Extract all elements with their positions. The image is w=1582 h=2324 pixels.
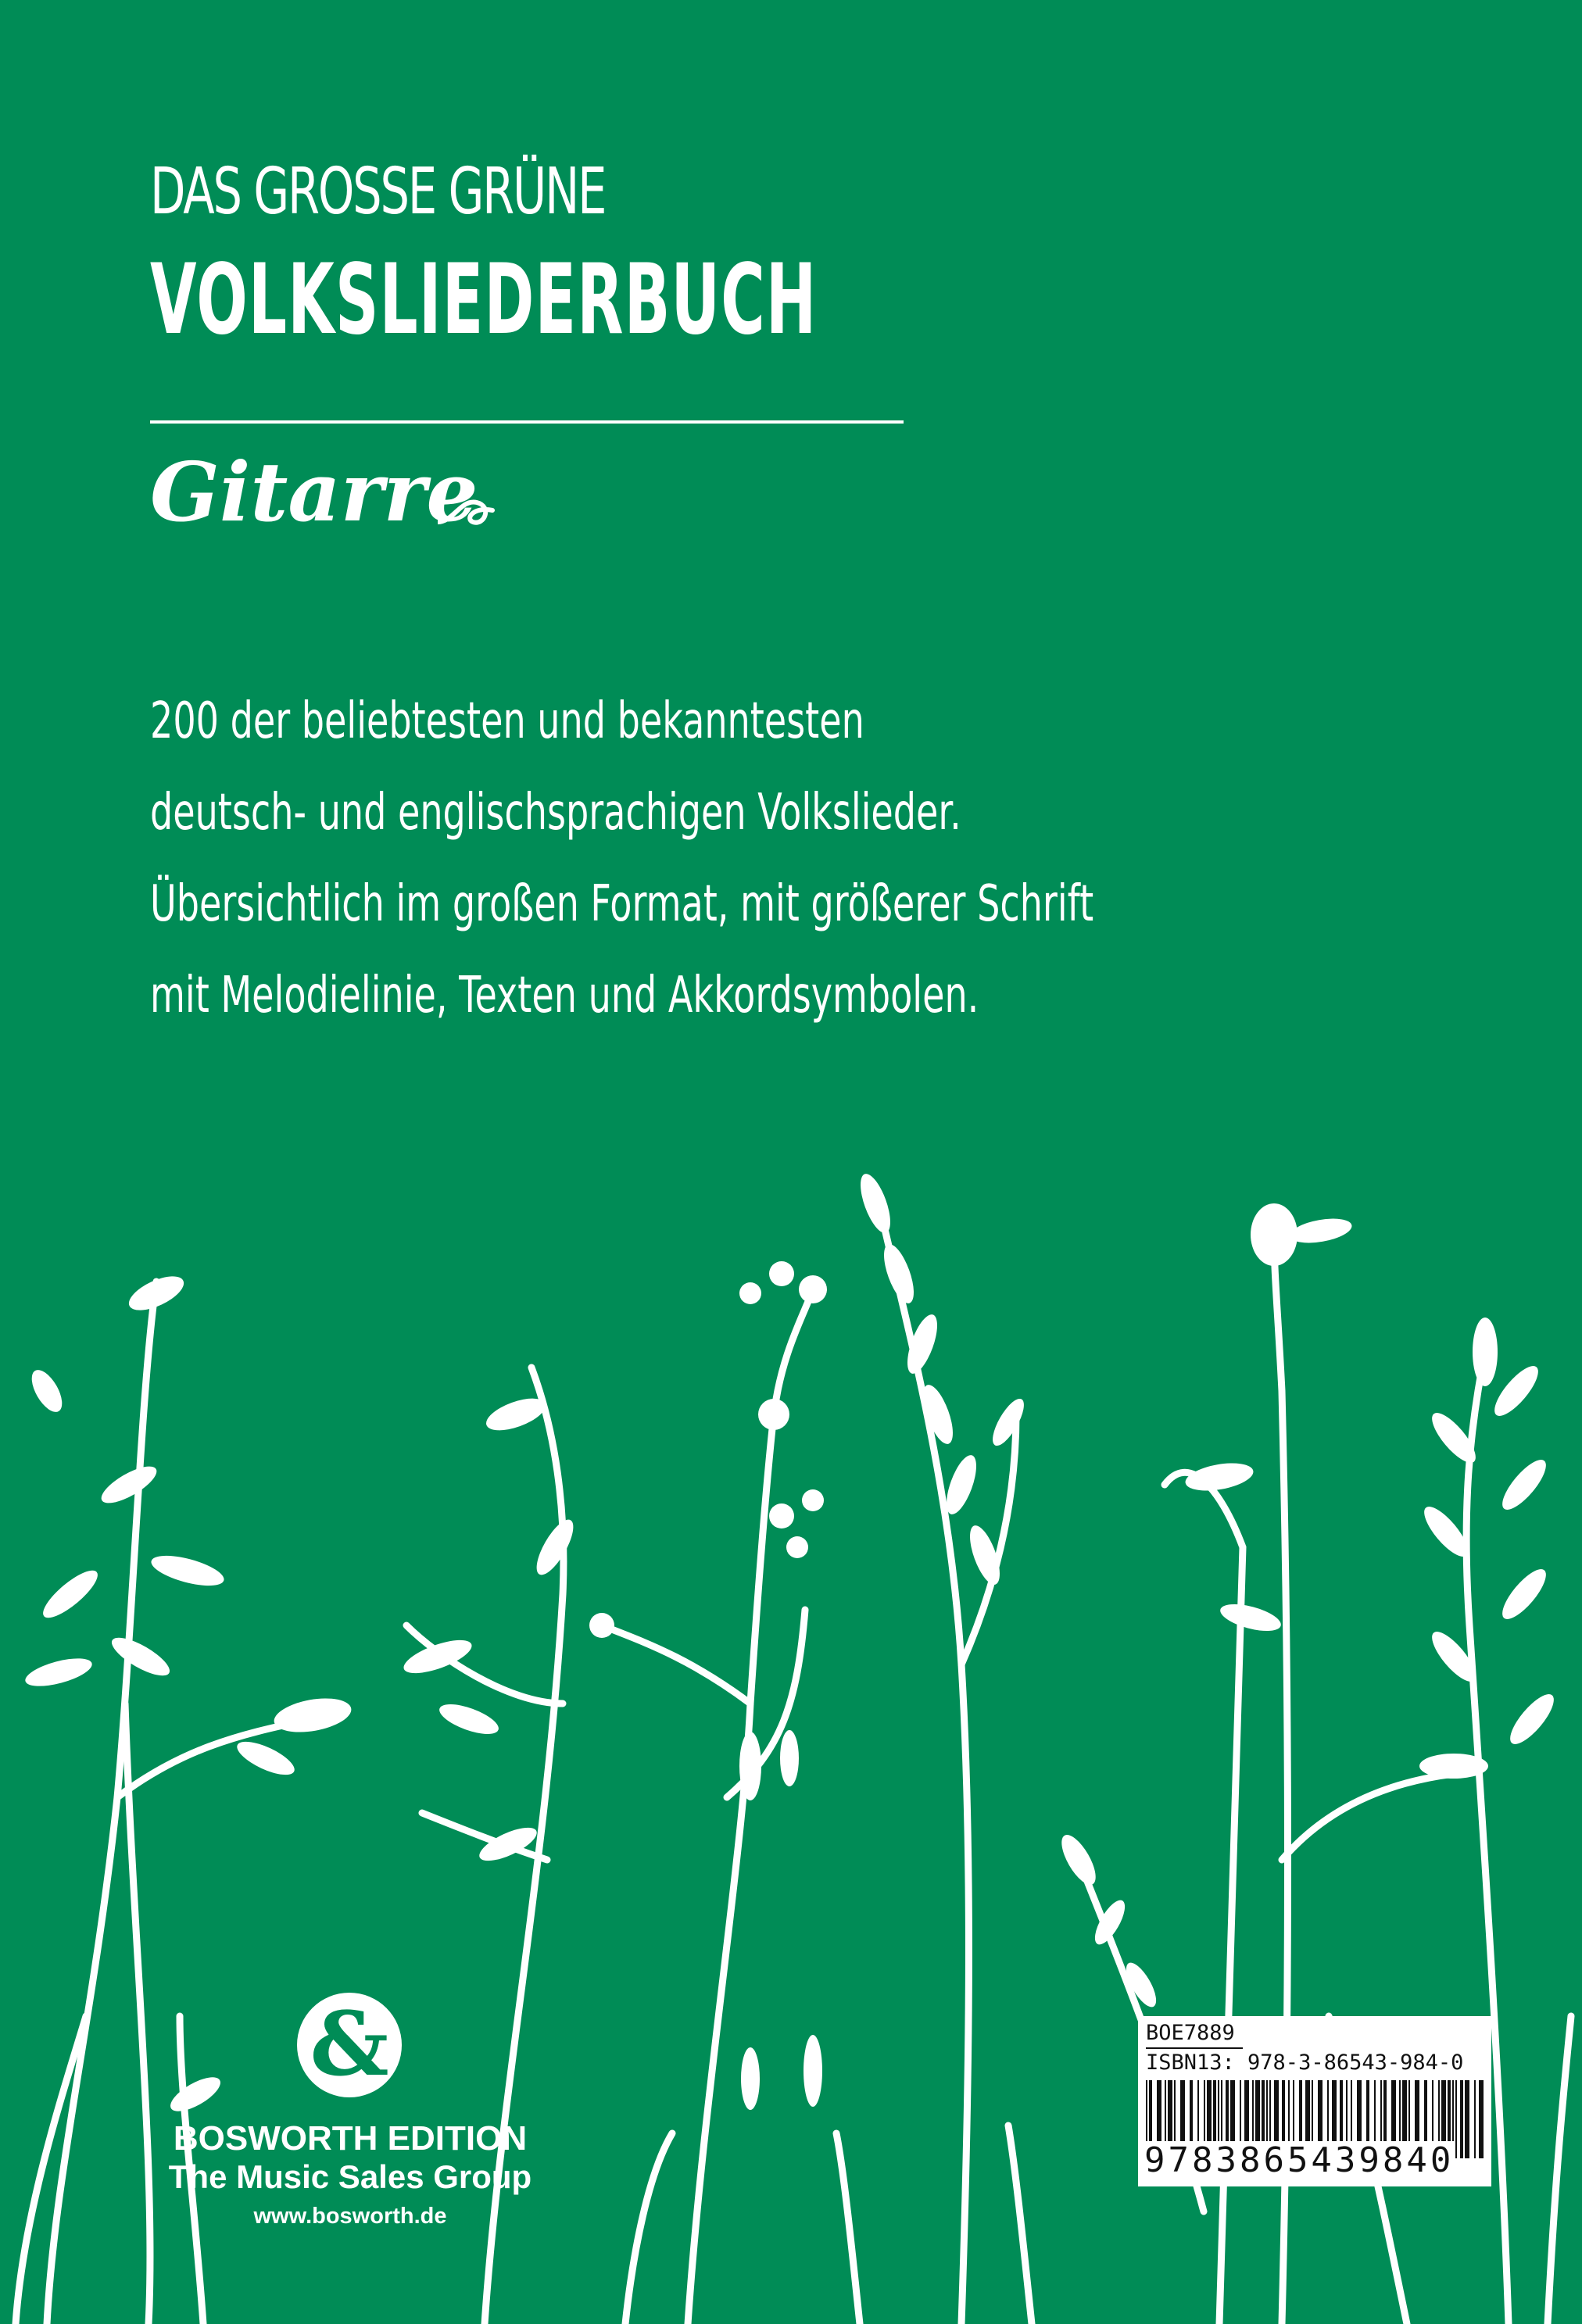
instrument-subtitle: Gitarre <box>150 444 478 540</box>
isbn-text: ISBN13: 978-3-86543-984-0 <box>1146 2050 1464 2075</box>
publisher-group: The Music Sales Group <box>168 2158 532 2195</box>
publisher-info <box>155 2119 546 2232</box>
description <box>150 676 1094 1042</box>
book-title-line-2: VOLKSLIEDERBUCH <box>150 244 818 356</box>
barcode-digits: 9783865439840 <box>1144 2140 1455 2180</box>
product-code: BOE7889 <box>1146 2019 1243 2049</box>
publisher-website: www.bosworth.de <box>253 2204 447 2229</box>
barcode-bar <box>1460 2080 1463 2158</box>
description-line: deutsch- und englischsprachigen Volkslieder. <box>150 784 961 842</box>
barcode-label <box>1138 2016 1491 2186</box>
flourish-icon <box>438 491 500 538</box>
description-line: 200 der beliebtesten und bekanntesten <box>150 692 864 750</box>
publisher-name: BOSWORTH EDITION <box>173 2119 528 2158</box>
barcode-bar <box>1479 2080 1484 2158</box>
barcode-bar <box>1455 2080 1457 2158</box>
title-divider <box>150 420 904 424</box>
publisher-logo: & <box>297 1993 402 2097</box>
book-title-line-1: DAS GROSSE GRÜNE <box>150 155 606 229</box>
description-line: Übersichtlich im großen Format, mit größerer Schrift <box>150 875 1094 933</box>
barcode-bar <box>1474 2080 1476 2158</box>
barcode-bar <box>1465 2080 1469 2158</box>
description-line: mit Melodielinie, Texten und Akkordsymbolen. <box>150 967 979 1024</box>
